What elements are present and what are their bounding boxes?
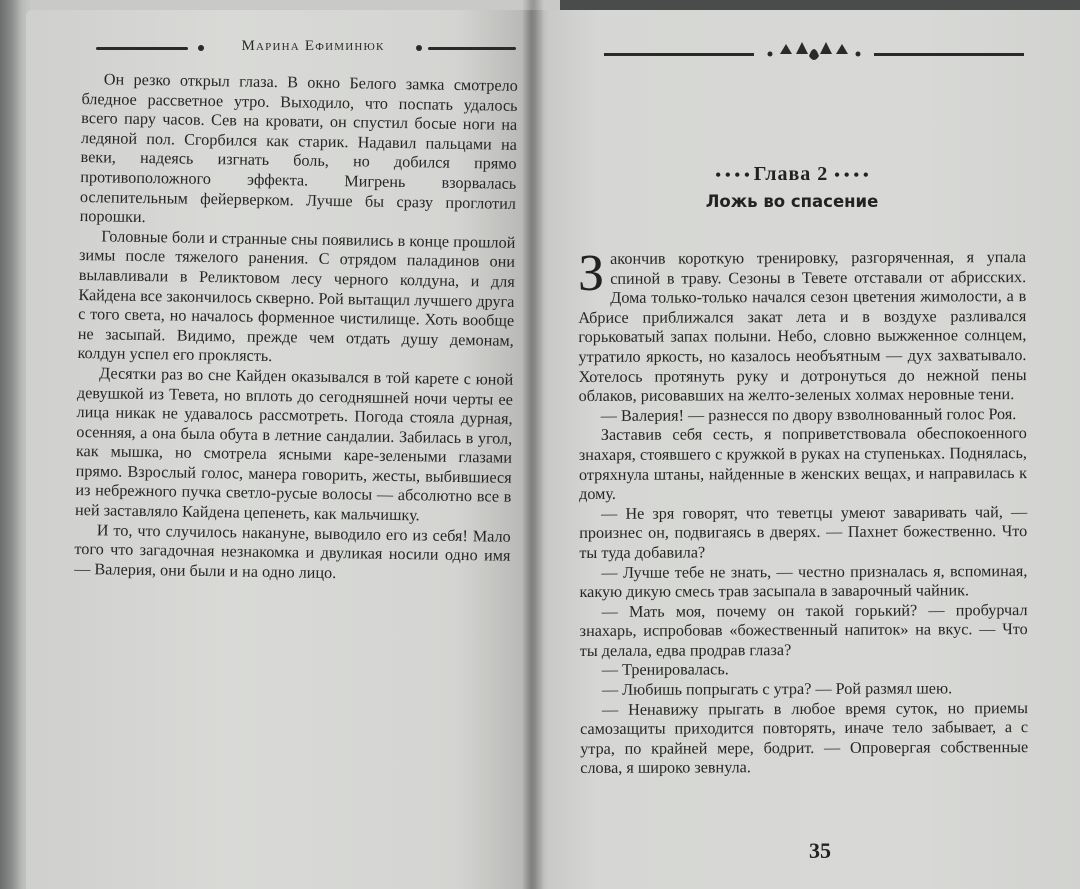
page-number: 35 <box>809 838 831 863</box>
ornament-rule-right <box>874 53 1024 56</box>
paragraph: Он резко открыл глаза. В окно Белого замка смотрело бледное рассветное утро. Выходило, что поспать удалось всего пару часов. Сев на кровати, он спустил босые ноги на ледяной пол. Сгорбился как старик. Надавил пальцами на веки, надеясь изгнать боль, но добился прямо противоположного эффекта. Мигрень взорвалась ослепительным фейерверком. Лучше бы сразу проглотил порошки. <box>79 70 518 227</box>
paragraph: — Мать моя, почему он такой горький? — пробурчал знахарь, испробовав «божественный напиток» на вкус. — Что ты делала, едва продрав глаза? <box>579 600 1028 660</box>
paragraph: — Тренировалась. <box>601 660 729 680</box>
header-dot-right <box>416 45 422 51</box>
paragraph: — Ненавижу прыгать в любое время суток, но приемы самозащиты приходится повторять, иначе тело забывает, а с утра, по крайней мере, бодрит. — Опровергая собственные слова, я широко зевнула. <box>580 698 1029 778</box>
paragraph: Головные боли и странные сны появились в конце прошлой зимы после тяжелого ранения. С отрядом паладинов они вылавливали в Реликтовом лесу черного колдуна, и для Кайдена все закончилось скверно. Рой вытащил лучшего друга с того света, но началось форменное чистилище. Хоть вообще не засыпай. Видимо, прежде чем отдать душу демонам, колдун успел его проклясть. <box>77 227 516 366</box>
right-page-text <box>577 244 1029 779</box>
first-paragraph <box>577 244 1027 407</box>
running-header <box>96 38 516 58</box>
author-name: Марина Ефиминюк <box>241 38 385 54</box>
book-gutter <box>522 0 544 889</box>
paragraph: И то, что случилось накануне, выводило его из себя! Мало того что загадочная незнакомка и двуликая носили одно имя — Валерия, они были и на одно лицо. <box>74 520 511 582</box>
header-rule-left <box>96 47 188 50</box>
decorative-dots-right: • • • • <box>834 167 869 184</box>
paragraph: — Валерия! — разнесся по двору взволнованный голос Роя. <box>600 404 1017 425</box>
ornament-rule-left <box>604 53 754 56</box>
chapter-label: Глава 2 <box>753 163 829 185</box>
header-ornament <box>604 40 1024 68</box>
chapter-title: Ложь во спасение <box>705 192 879 211</box>
paragraph: Заставив себя сесть, я поприветствовала обеспокоенного знахаря, стоявшего с кружкой в руках на ступеньках. Поднялась, отряхнула штаны, найденные в женских вещах, и направилась к дому. <box>578 424 1028 504</box>
chapter-heading <box>672 163 912 211</box>
chapter-label-row <box>672 163 912 186</box>
left-page-text <box>74 70 518 586</box>
paragraph: — Лучше тебе не знать, — честно призналась я, вспоминая, какую дикую смесь трав засыпала в заварочный чайник. <box>579 561 1028 602</box>
paragraph: — Не зря говорят, что теветцы умеют заваривать чай, — произнес он, подвигаясь в дверях. — Пахнет божественно. Что ты туда добавила? <box>579 502 1028 562</box>
header-rule-right <box>428 47 516 50</box>
header-dot-left <box>198 45 204 51</box>
paragraph: Десятки раз во сне Кайден оказывался в той карете с юной девушкой из Тевета, но вплоть до сегодняшней ночи черты ее лица никак не удавалось рассмотреть. Погода стояла дурная, осенняя, а она была обута в летние сандалии. Забилась в угол, как мышка, но смотрела ясными каре-зелеными глазами прямо. Взрослый голос, манера говорить, жесты, выбившиеся из небрежного пучка светло-русые волосы — абсолютно все в ней заставляло Кайдена цепенеть, как мальчишку. <box>74 364 514 525</box>
first-paragraph-text: акончив короткую тренировку, разгоряченная, я упала спиной в траву. Сезоны в Тевете отставали от абрисских. Дома только-только начался сезон цветения жимолости, а в Абрисе приближался закат лета и в воздухе разливался горьковатый запах полыни. Небо, словно выжженное солнцем, утратило яркость, но казалось необъятным — дух захватывало. Хотелось протянуть руку и дотронуться до нежной пены облаков, рисовавших на желто-зеленых холмах неровные тени. <box>578 248 1027 406</box>
paragraph: — Любишь попрыгать с утра? — Рой размял шею. <box>601 679 953 699</box>
drop-cap: З <box>577 244 605 302</box>
decorative-dots-left: • • • • <box>715 167 754 184</box>
flourish-ornament <box>764 40 864 68</box>
